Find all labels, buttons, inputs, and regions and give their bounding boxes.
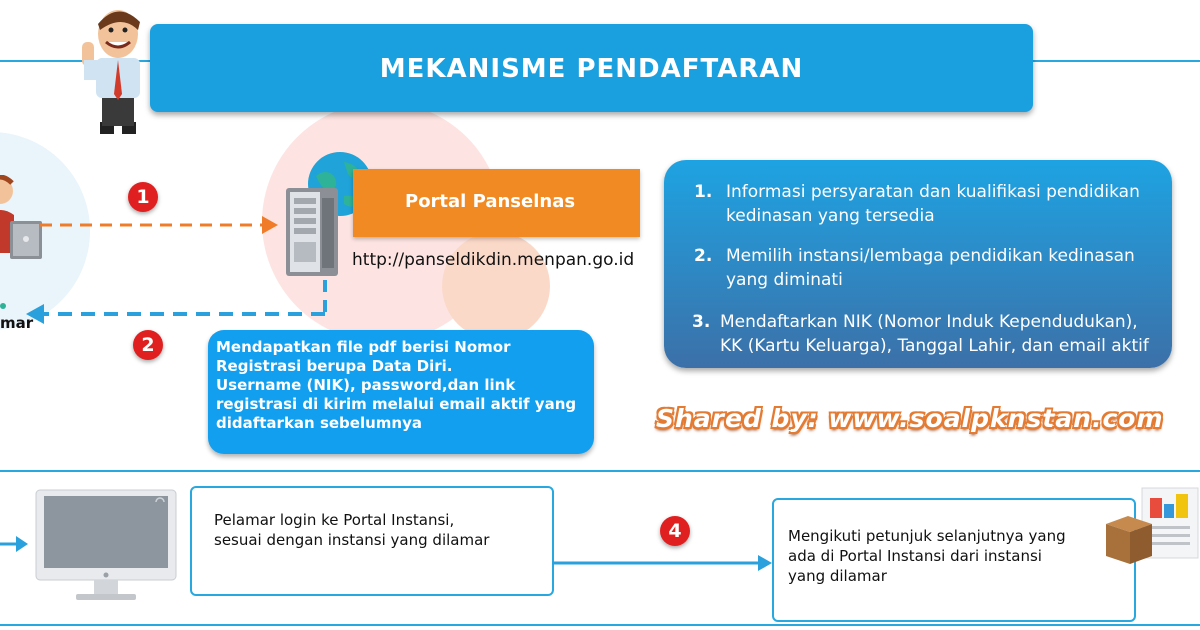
- step2-badge: 2: [133, 330, 163, 360]
- user-dot: [0, 303, 6, 309]
- computer-monitor-icon: [34, 488, 180, 606]
- registration-note-line2: Username (NIK), password,dan link registrasi di kirim melalui email aktif yang didaftarkan sebelumnya: [216, 376, 577, 432]
- documents-box-icon: [1102, 486, 1200, 572]
- requirements-info-box: [664, 160, 1172, 368]
- info-item: [692, 310, 1162, 358]
- registration-note-line1: Mendapatkan file pdf berisi Nomor Registrasi berupa Data Diri.: [216, 338, 511, 375]
- info-item-number: 1.: [694, 182, 713, 202]
- info-item: [694, 180, 1162, 228]
- bottom-divider-line: [0, 624, 1200, 626]
- middle-divider-line: [0, 470, 1200, 472]
- step1-arrow: [40, 213, 280, 237]
- login-step-text: Pelamar login ke Portal Instansi, sesuai dengan instansi yang dilamar: [214, 511, 490, 549]
- step4-badge: 4: [660, 516, 690, 546]
- portal-url-link[interactable]: http://panseldikdin.menpan.go.id: [352, 250, 635, 270]
- info-item-number: 2.: [694, 246, 713, 266]
- info-item: [694, 244, 1162, 292]
- watermark-text: Shared by: www.soalpknstan.com: [656, 404, 1164, 433]
- user-label: mar: [0, 314, 34, 332]
- follow-instructions-box: [772, 498, 1136, 622]
- step4-arrow: [552, 552, 774, 574]
- registration-note-box: [208, 330, 594, 454]
- info-item-text: Informasi persyaratan dan kualifikasi pendidikan kedinasan yang tersedia: [726, 182, 1140, 226]
- info-item-text: Memilih instansi/lembaga pendidikan kedinasan yang diminati: [726, 246, 1135, 290]
- incoming-arrow: [0, 533, 30, 555]
- step1-badge: 1: [128, 182, 158, 212]
- portal-accent-circle: [442, 232, 550, 340]
- title-banner: [150, 24, 1033, 112]
- portal-panselnas-banner: [353, 169, 640, 237]
- info-item-text: Mendaftarkan NIK (Nomor Induk Kependudukan), KK (Kartu Keluarga), Tanggal Lahir, dan email aktif: [720, 312, 1149, 356]
- follow-instructions-text: Mengikuti petunjuk selanjutnya yang ada di Portal Instansi dari instansi yang dilamar: [788, 527, 1066, 585]
- page-title: MEKANISME PENDAFTARAN: [379, 54, 804, 84]
- info-item-number: 3.: [692, 312, 711, 332]
- portal-name: Portal Panselnas: [405, 191, 576, 212]
- businessman-mascot-icon: [78, 4, 158, 140]
- login-step-box: [190, 486, 554, 596]
